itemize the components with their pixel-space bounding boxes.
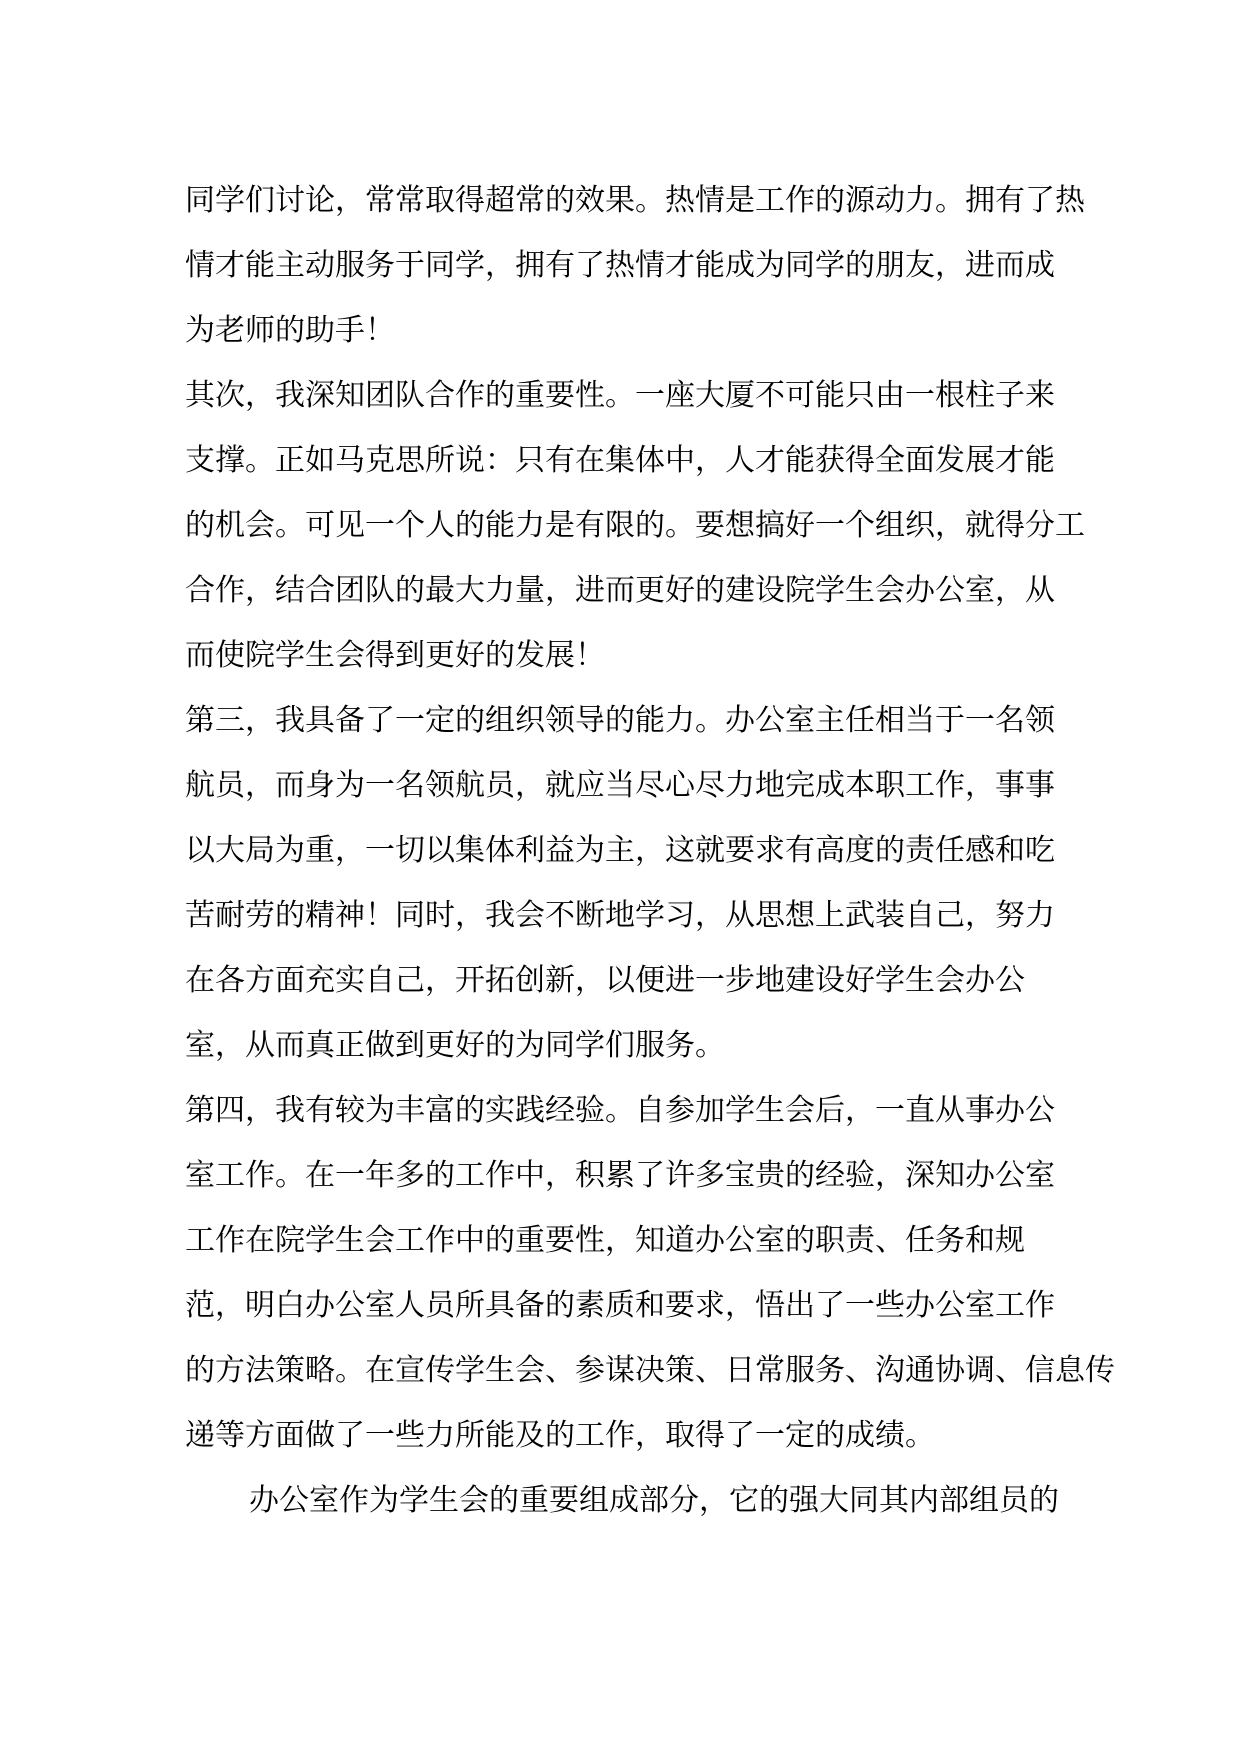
text-line: 室，从而真正做到更好的为同学们服务。 [185,1028,725,1063]
text-line: 支撑。正如马克思所说：只有在集体中，人才能获得全面发展才能 [185,443,1055,478]
text-line: 范，明白办公室人员所具备的素质和要求，悟出了一些办公室工作 [185,1288,1055,1323]
text-line: 工作在院学生会工作中的重要性，知道办公室的职责、任务和规 [185,1223,1025,1258]
text-line: 室工作。在一年多的工作中，积累了许多宝贵的经验，深知办公室 [185,1158,1055,1193]
text-line: 苦耐劳的精神！同时，我会不断地学习，从思想上武装自己，努力 [185,898,1055,933]
text-line: 第三，我具备了一定的组织领导的能力。办公室主任相当于一名领 [185,703,1055,738]
text-line: 的方法策略。在宣传学生会、参谋决策、日常服务、沟通协调、信息传 [185,1353,1115,1388]
text-line: 在各方面充实自己，开拓创新，以便进一步地建设好学生会办公 [185,963,1025,998]
text-line: 办公室作为学生会的重要组成部分，它的强大同其内部组员的 [249,1483,1059,1518]
text-line: 其次，我深知团队合作的重要性。一座大厦不可能只由一根柱子来 [185,378,1055,413]
text-line: 递等方面做了一些力所能及的工作，取得了一定的成绩。 [185,1418,935,1453]
text-line: 航员，而身为一名领航员，就应当尽心尽力地完成本职工作，事事 [185,768,1055,803]
body-text [185,168,1115,1533]
text-line: 以大局为重，一切以集体利益为主，这就要求有高度的责任感和吃 [185,833,1055,868]
text-line: 情才能主动服务于同学，拥有了热情才能成为同学的朋友，进而成 [185,248,1055,283]
text-line: 为老师的助手！ [185,313,395,348]
text-line: 而使院学生会得到更好的发展！ [185,638,605,673]
text-line: 第四，我有较为丰富的实践经验。自参加学生会后，一直从事办公 [185,1093,1055,1128]
text-line: 的机会。可见一个人的能力是有限的。要想搞好一个组织，就得分工 [185,508,1085,543]
text-line: 合作，结合团队的最大力量，进而更好的建设院学生会办公室，从 [185,573,1055,608]
text-line: 同学们讨论，常常取得超常的效果。热情是工作的源动力。拥有了热 [185,183,1085,218]
